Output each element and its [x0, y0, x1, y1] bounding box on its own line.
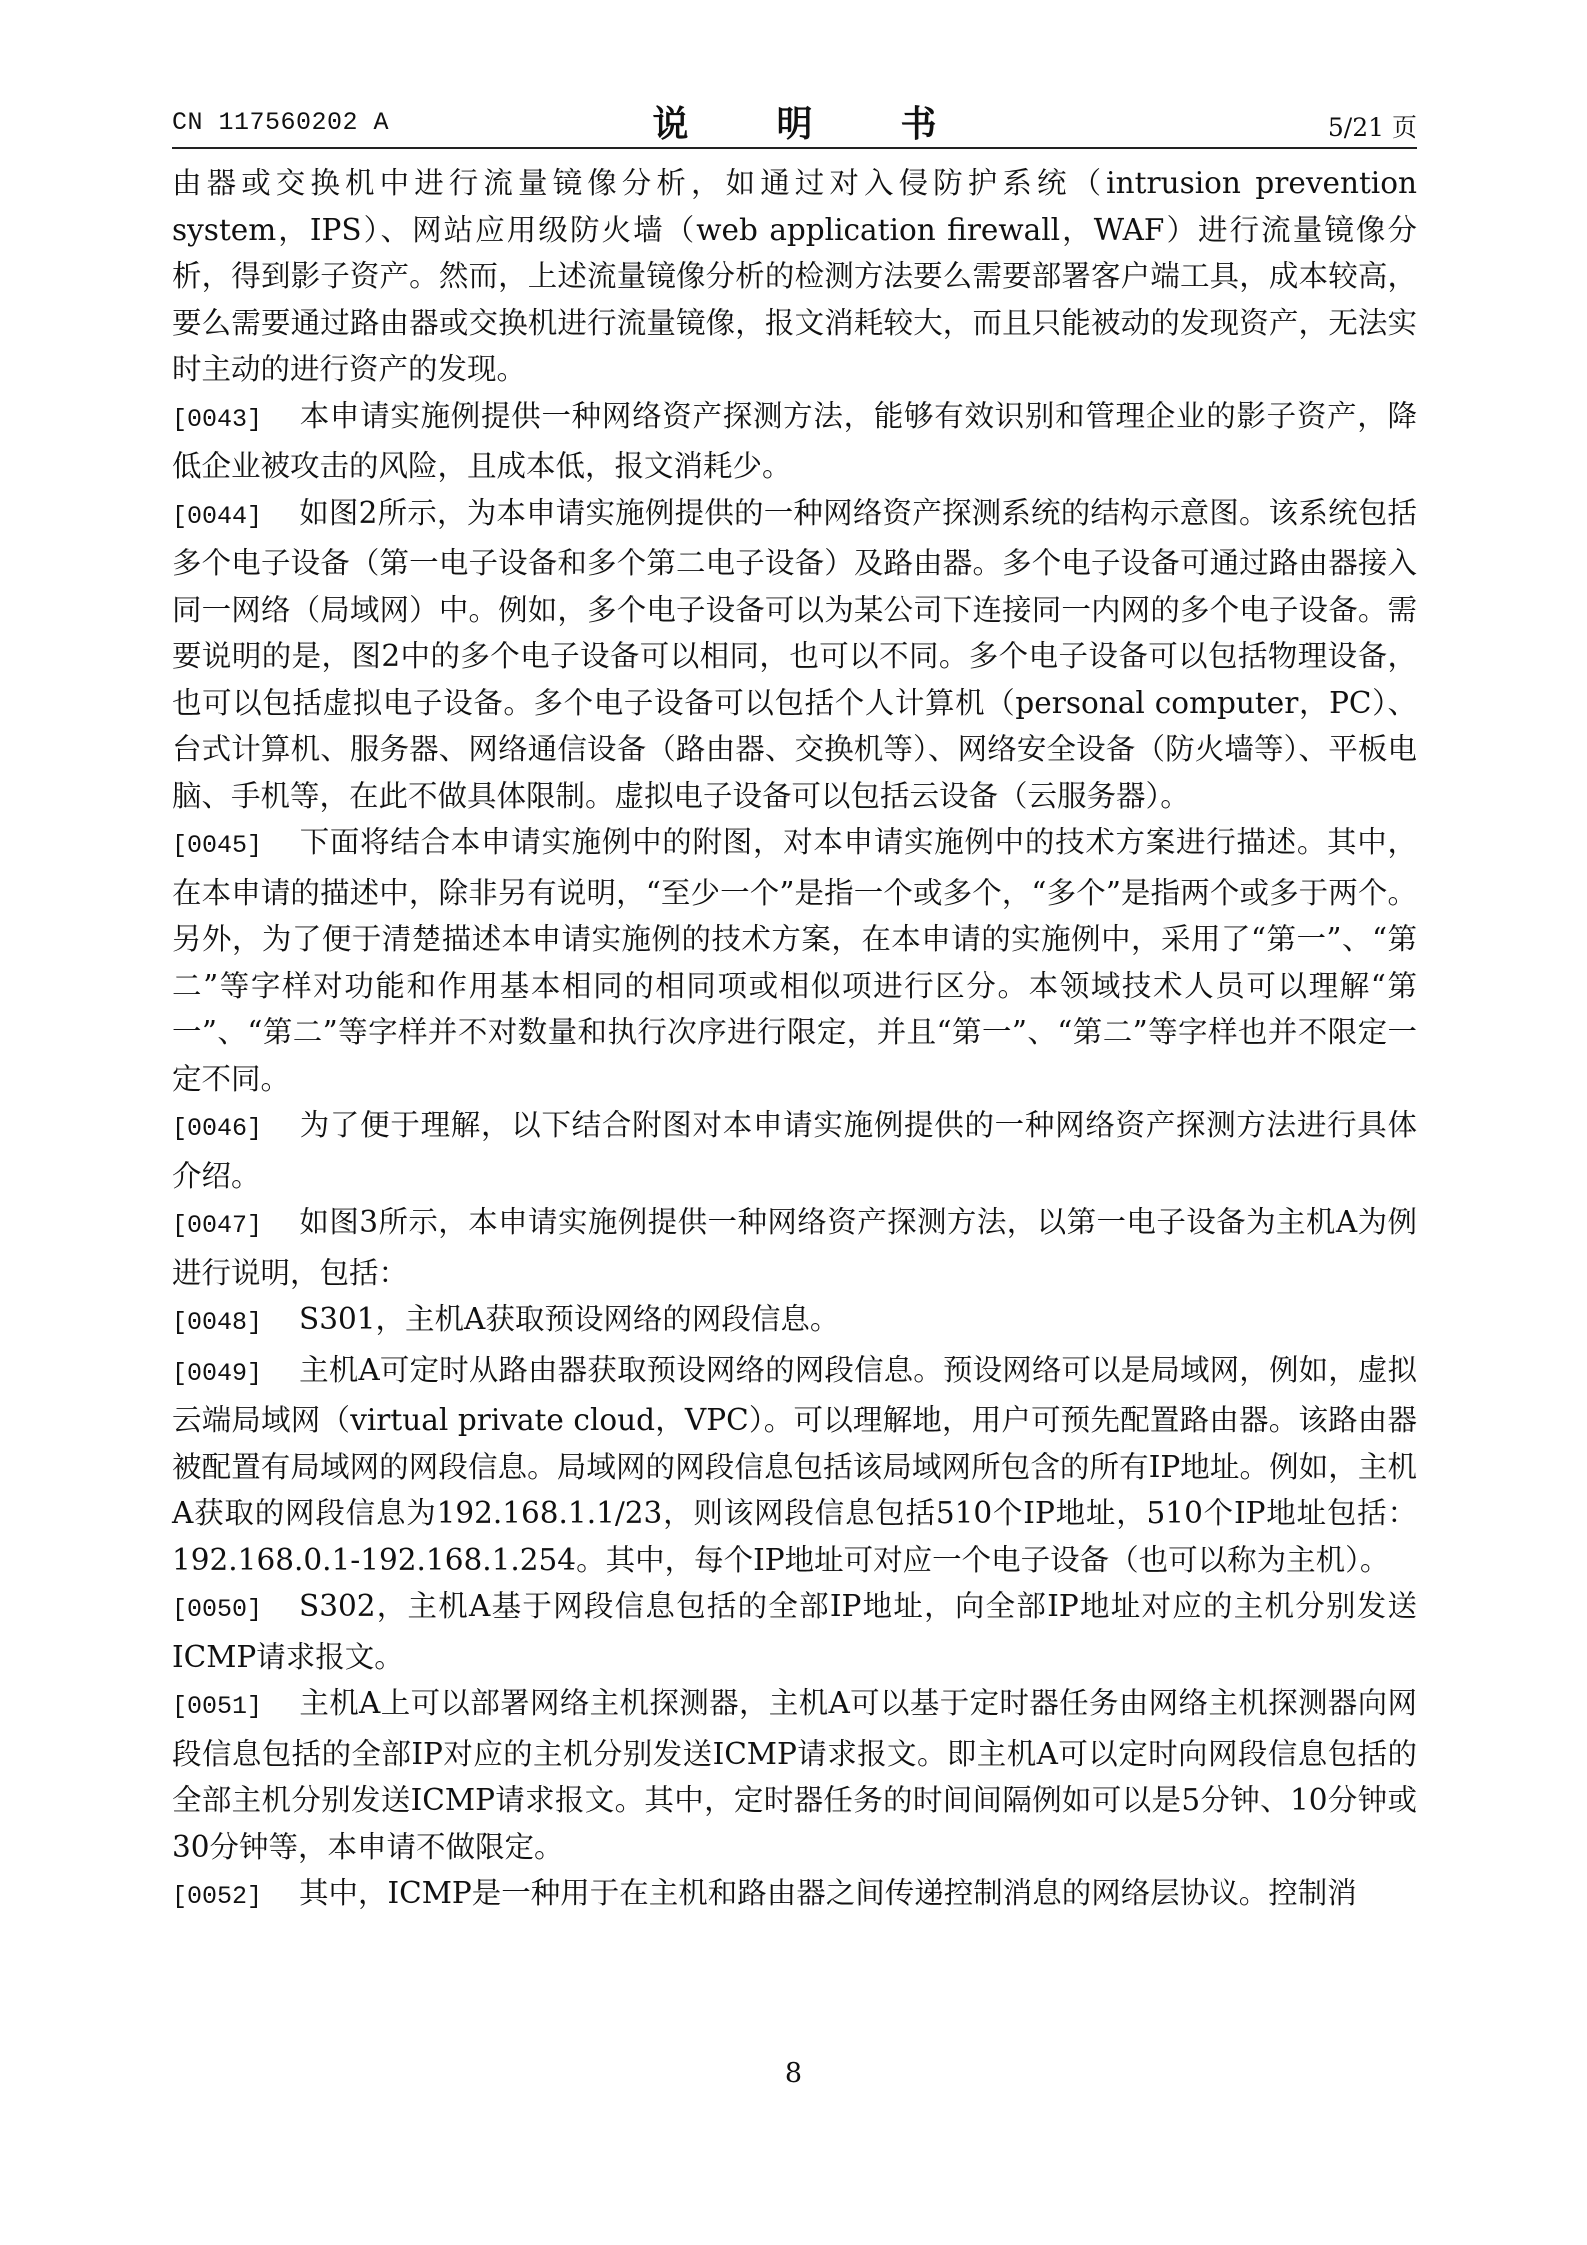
paragraph-number: [0046] [172, 1114, 263, 1143]
paragraph-0050 [172, 1583, 1417, 1680]
paragraph-0043 [172, 393, 1417, 490]
header-rule [172, 147, 1417, 149]
paragraph-0044 [172, 490, 1417, 820]
paragraph-number: [0048] [172, 1308, 263, 1337]
paragraph-0046 [172, 1102, 1417, 1199]
paragraph-text: S301，主机A获取预设网络的网段信息。 [299, 1302, 840, 1336]
paragraph-0047 [172, 1199, 1417, 1296]
publication-number: CN 117560202 A [172, 108, 390, 137]
page-indicator: 5/21 页 [1327, 113, 1417, 142]
paragraph-text: 主机A可定时从路由器获取预设网络的网段信息。预设网络可以是局域网，例如，虚拟云端局域网（virtual private cloud，VPC）。可以理解地，用户可预先配置路由器。该路由器被配置有局域网的网段信息。局域网的网段信息包括该局域网所包含的所有IP地址。例如，主机A获取的网段信息为192.168.1.1/23，则该网段信息包括510个IP地址，510个IP地址包括：192.168.0.1-192.168.1.254。其中，每个IP地址可对应一个电子设备（也可以称为主机）。 [172, 1352, 1417, 1577]
paragraph-0045 [172, 819, 1417, 1102]
paragraph-0052 [172, 1870, 1417, 1921]
paragraph-number: [0045] [172, 831, 263, 860]
paragraph-0051 [172, 1680, 1417, 1870]
paragraph-number: [0044] [172, 501, 263, 531]
paragraph-0048 [172, 1296, 1417, 1347]
paragraph-text: 其中，ICMP是一种用于在主机和路由器之间传递控制消息的网络层协议。控制消 [299, 1876, 1357, 1910]
description-body [172, 160, 1417, 1921]
paragraph-number: [0052] [172, 1882, 263, 1911]
paragraph-text: 由器或交换机中进行流量镜像分析，如通过对入侵防护系统（intrusion prevention system，IPS）、网站应用级防火墙（web application firewall，WAF）进行流量镜像分析，得到影子资产。然而，上述流量镜像分析的检测方法要么需要部署客户端工具，成本较高，要么需要通过路由器或交换机进行流量镜像，报文消耗较大，而且只能被动的发现资产，无法实时主动的进行资产的发现。 [172, 166, 1417, 386]
paragraph-text: S302，主机A基于网段信息包括的全部IP地址，向全部IP地址对应的主机分别发送ICMP请求报文。 [172, 1589, 1417, 1674]
paragraph-number: [0047] [172, 1211, 263, 1240]
paragraph-text: 如图2所示，为本申请实施例提供的一种网络资产探测系统的结构示意图。该系统包括多个电子设备（第一电子设备和多个第二电子设备）及路由器。多个电子设备可通过路由器接入同一网络（局域网）中。例如，多个电子设备可以为某公司下连接同一内网的多个电子设备。需要说明的是，图2中的多个电子设备可以相同，也可以不同。多个电子设备可以包括物理设备，也可以包括虚拟电子设备。多个电子设备可以包括个人计算机（personal computer，PC）、台式计算机、服务器、网络通信设备（路由器、交换机等）、网络安全设备（防火墙等）、平板电脑、手机等，在此不做具体限制。虚拟电子设备可以包括云设备（云服务器）。 [172, 495, 1417, 813]
paragraph-0049 [172, 1347, 1417, 1584]
paragraph-text: 为了便于理解，以下结合附图对本申请实施例提供的一种网络资产探测方法进行具体介绍。 [172, 1108, 1417, 1193]
paragraph-continued [172, 160, 1417, 393]
paragraph-text: 主机A上可以部署网络主机探测器，主机A可以基于定时器任务由网络主机探测器向网段信息包括的全部IP对应的主机分别发送ICMP请求报文。即主机A可以定时向网段信息包括的全部主机分别发送ICMP请求报文。其中，定时器任务的时间间隔例如可以是5分钟、10分钟或30分钟等，本申请不做限定。 [172, 1686, 1417, 1864]
paragraph-number: [0051] [172, 1692, 263, 1721]
paragraph-number: [0050] [172, 1595, 263, 1624]
paragraph-number: [0043] [172, 404, 263, 434]
page-number: 8 [784, 2058, 803, 2089]
page-header [172, 96, 1417, 146]
paragraph-text: 如图3所示，本申请实施例提供一种网络资产探测方法，以第一电子设备为主机A为例进行说明，包括： [172, 1205, 1417, 1290]
document-title: 说 明 书 [652, 104, 963, 145]
paragraph-number: [0049] [172, 1358, 263, 1388]
paragraph-text: 本申请实施例提供一种网络资产探测方法，能够有效识别和管理企业的影子资产，降低企业被攻击的风险，且成本低，报文消耗少。 [172, 398, 1417, 483]
paragraph-text: 下面将结合本申请实施例中的附图，对本申请实施例中的技术方案进行描述。其中，在本申请的描述中，除非另有说明，“至少一个”是指一个或多个，“多个”是指两个或多于两个。另外，为了便于清楚描述本申请实施例的技术方案，在本申请的实施例中，采用了“第一”、“第二”等字样对功能和作用基本相同的相同项或相似项进行区分。本领域技术人员可以理解“第一”、“第二”等字样并不对数量和执行次序进行限定，并且“第一”、“第二”等字样也并不限定一定不同。 [172, 825, 1417, 1096]
